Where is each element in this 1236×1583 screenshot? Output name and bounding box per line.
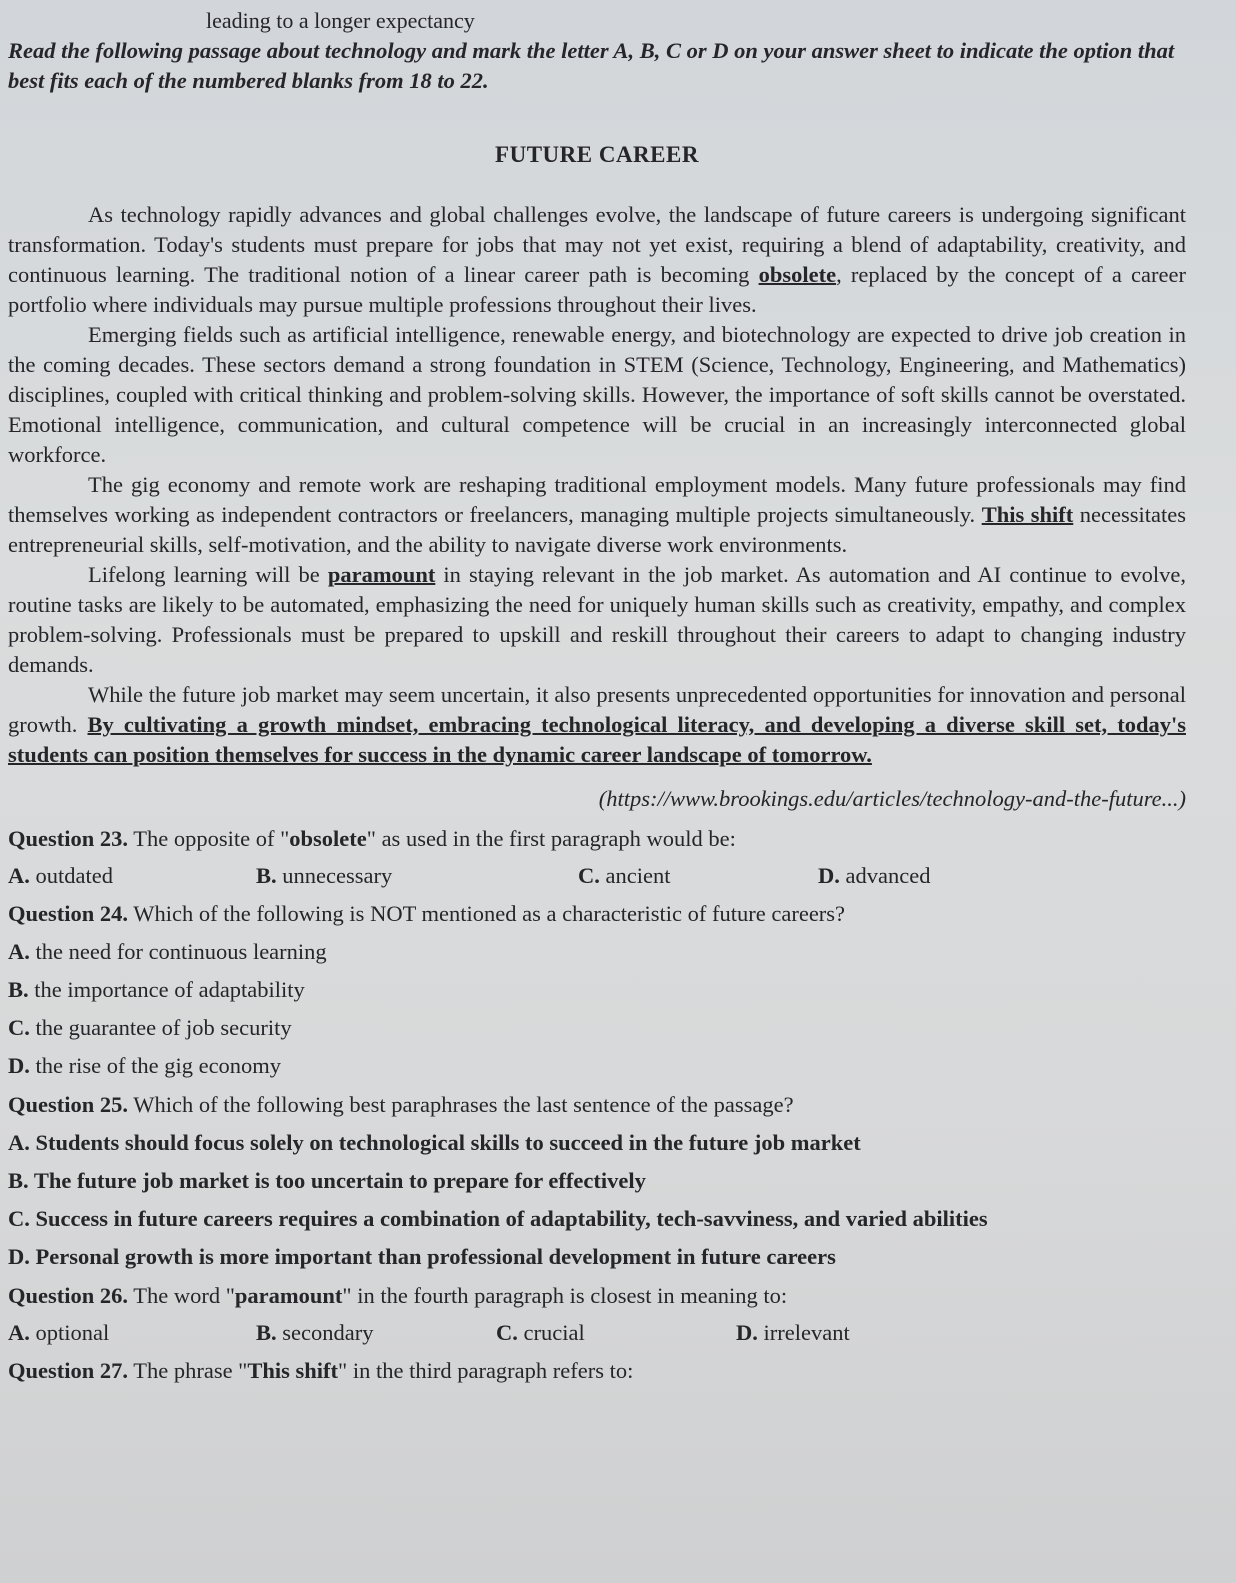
question-27: [8, 1354, 1186, 1388]
p4-text-start: Lifelong learning will be: [88, 562, 328, 587]
option-letter: D.: [736, 1320, 758, 1345]
question-24-option-d[interactable]: [8, 1047, 1186, 1085]
option-text: the guarantee of job security: [29, 1015, 292, 1040]
p3-text-end: necessitates entrepreneurial skills, self-motivation, and the ability to navigate diverse work environments.: [8, 502, 1186, 557]
option-letter: A.: [8, 939, 30, 964]
question-24-option-b[interactable]: [8, 971, 1186, 1009]
option-text: Students should focus solely on technological skills to succeed in the future job market: [29, 1130, 861, 1155]
keyword-paramount: paramount: [327, 562, 436, 587]
question-24-text: Which of the following is NOT mentioned as a characteristic of future careers?: [128, 901, 846, 926]
option-text: Personal growth is more important than professional development in future careers: [29, 1244, 836, 1269]
option-letter: A.: [8, 1130, 30, 1155]
passage-title: FUTURE CAREER: [495, 142, 699, 167]
exam-content: [8, 8, 1186, 1390]
question-23: [8, 822, 1186, 856]
question-23-option-c[interactable]: [578, 858, 818, 894]
question-23-options: [8, 858, 1186, 894]
question-24-option-a[interactable]: [8, 933, 1186, 971]
question-26-text-end: " in the fourth paragraph is closest in meaning to:: [342, 1283, 788, 1308]
passage-paragraph-1: [8, 200, 1186, 320]
option-letter: A.: [8, 1320, 30, 1345]
keyword-obsolete: obsolete: [758, 262, 837, 287]
question-25: [8, 1088, 1186, 1122]
p5-text-start: While the future job market may seem uncertain, it also presents unprecedented opportunities for innovation and personal growth.: [8, 682, 1186, 737]
passage-paragraph-3: [8, 470, 1186, 560]
question-26-option-c[interactable]: [496, 1315, 736, 1351]
question-25-option-d[interactable]: [8, 1238, 1186, 1276]
question-24-option-c[interactable]: [8, 1009, 1186, 1047]
option-text: secondary: [276, 1320, 374, 1345]
keyword-this-shift: This shift: [981, 502, 1074, 527]
option-letter: D.: [8, 1244, 30, 1269]
question-26-label: Question 26.: [8, 1283, 129, 1308]
option-text: unnecessary: [276, 863, 393, 888]
reading-instructions: Read the following passage about technology and mark the letter A, B, C or D on your answer sheet to indicate the option that best fits each of the numbered blanks from 18 to 22.: [8, 38, 1175, 93]
question-26-keyword: paramount: [234, 1283, 343, 1308]
option-letter: B.: [256, 1320, 277, 1345]
last-sentence-highlight: By cultivating a growth mindset, embracing technological literacy, and developing a diverse skill set, today's students can position themselves for success in the dynamic career landscape of tomorrow.: [8, 712, 1186, 767]
option-letter: C.: [496, 1320, 518, 1345]
p1-text-start: As technology rapidly advances and global challenges evolve, the landscape of future careers is undergoing significant transformation. Today's students must prepare for jobs that may not yet exist, requiring a blend of adaptability, creativity, and continuous learning. The traditional notion of a linear career path is becoming: [8, 202, 1186, 287]
question-26-option-a[interactable]: [8, 1315, 256, 1351]
question-27-text-end: " in the third paragraph refers to:: [338, 1358, 634, 1383]
option-text: irrelevant: [757, 1320, 850, 1345]
option-letter: B.: [8, 1168, 29, 1193]
option-text: crucial: [517, 1320, 585, 1345]
option-letter: C.: [578, 863, 600, 888]
question-25-option-a[interactable]: [8, 1124, 1186, 1162]
question-23-text-start: The opposite of ": [128, 826, 290, 851]
question-24-label: Question 24.: [8, 901, 129, 926]
question-26: [8, 1279, 1186, 1313]
option-letter: D.: [8, 1053, 30, 1078]
question-25-options: [8, 1124, 1186, 1276]
question-25-option-b[interactable]: [8, 1162, 1186, 1200]
question-27-text-start: The phrase ": [128, 1358, 248, 1383]
question-26-option-d[interactable]: [736, 1315, 850, 1351]
p4-text-end: in staying relevant in the job market. As automation and AI continue to evolve, routine tasks are likely to be automated, emphasizing the need for uniquely human skills such as creativity, empathy, and complex problem-solving. Professionals must be prepared to upskill and reskill throughout their careers to adapt to changing industry demands.: [8, 562, 1186, 677]
question-24: [8, 897, 1186, 931]
passage-paragraph-5: [8, 680, 1186, 770]
option-text: the need for continuous learning: [29, 939, 327, 964]
question-27-keyword: This shift: [247, 1358, 339, 1383]
question-23-label: Question 23.: [8, 826, 129, 851]
question-23-option-a[interactable]: [8, 858, 256, 894]
option-text: The future job market is too uncertain to prepare for effectively: [28, 1168, 646, 1193]
option-text: outdated: [29, 863, 113, 888]
question-23-option-d[interactable]: [818, 858, 930, 894]
question-27-label: Question 27.: [8, 1358, 129, 1383]
option-letter: D.: [818, 863, 840, 888]
question-26-text-start: The word ": [128, 1283, 235, 1308]
passage-source: (https://www.brookings.edu/articles/technology-and-the-future...): [598, 786, 1186, 811]
question-25-option-c[interactable]: [8, 1200, 1186, 1238]
question-26-options: [8, 1315, 1186, 1351]
p3-text-start: The gig economy and remote work are reshaping traditional employment models. Many future professionals may find themselves working as independent contractors or freelancers, managing multiple projects simultaneously.: [8, 472, 1186, 527]
option-text: the rise of the gig economy: [29, 1053, 282, 1078]
option-letter: C.: [8, 1206, 30, 1231]
p1-text-end: , replaced by the concept of a career portfolio where individuals may pursue multiple professions throughout their lives.: [8, 262, 1186, 317]
passage-paragraph-2: Emerging fields such as artificial intelligence, renewable energy, and biotechnology are expected to drive job creation in the coming decades. These sectors demand a strong foundation in STEM (Science, Technology, Engineering, and Mathematics) disciplines, coupled with critical thinking and problem-solving skills. However, the importance of soft skills cannot be overstated. Emotional intelligence, communication, and cultural competence will be crucial in an increasingly interconnected global workforce.: [8, 322, 1186, 467]
question-23-keyword: obsolete: [289, 826, 367, 851]
question-23-text-end: " as used in the first paragraph would be:: [366, 826, 736, 851]
question-23-option-b[interactable]: [256, 858, 578, 894]
option-letter: B.: [256, 863, 277, 888]
option-letter: A.: [8, 863, 30, 888]
option-text: ancient: [599, 863, 671, 888]
option-text: the importance of adaptability: [28, 977, 305, 1002]
option-letter: B.: [8, 977, 29, 1002]
question-25-text: Which of the following best paraphrases the last sentence of the passage?: [128, 1092, 794, 1117]
previous-option-fragment: leading to a longer expectancy: [206, 8, 475, 33]
option-letter: C.: [8, 1015, 30, 1040]
passage-paragraph-4: [8, 560, 1186, 680]
option-text: optional: [29, 1320, 110, 1345]
option-text: Success in future careers requires a combination of adaptability, tech-savviness, and varied abilities: [29, 1206, 988, 1231]
question-26-option-b[interactable]: [256, 1315, 496, 1351]
question-24-options: [8, 933, 1186, 1085]
option-text: advanced: [839, 863, 931, 888]
question-25-label: Question 25.: [8, 1092, 129, 1117]
